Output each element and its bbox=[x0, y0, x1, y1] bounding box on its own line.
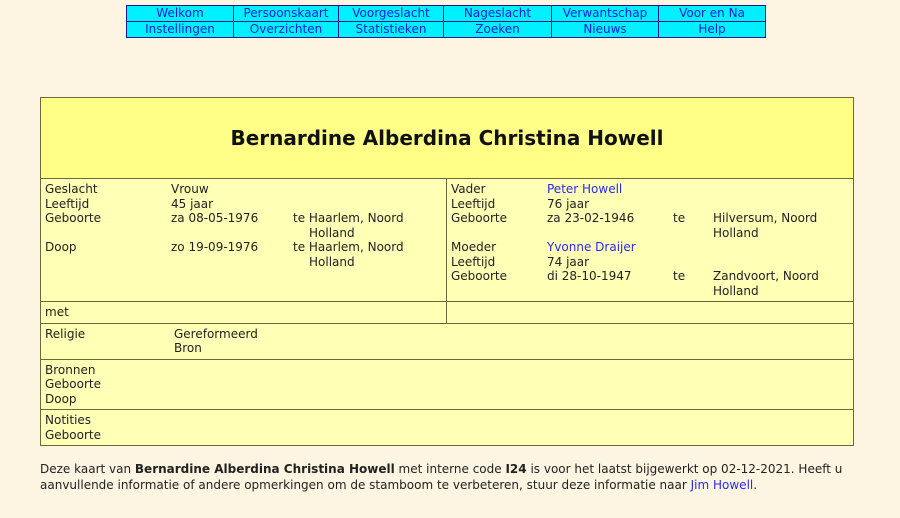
nav-voor-en-na[interactable]: Voor en Na bbox=[659, 6, 766, 22]
moeder-leeftijd-label: Leeftijd bbox=[451, 254, 496, 269]
footer-name: Bernardine Alberdina Christina Howell bbox=[134, 462, 395, 476]
nav-persoonskaart[interactable]: Persoonskaart bbox=[234, 6, 339, 22]
nav-instellingen[interactable]: Instellingen bbox=[127, 22, 234, 38]
religie-value: Gereformeerd bbox=[174, 326, 258, 341]
nav-welkom[interactable]: Welkom bbox=[127, 6, 234, 22]
footer-text-1: Deze kaart van bbox=[40, 462, 135, 476]
nav-statistieken[interactable]: Statistieken bbox=[339, 22, 444, 38]
notities-row bbox=[41, 410, 853, 445]
doop-date: zo 19-09-1976 bbox=[171, 240, 259, 254]
nav-nageslacht[interactable]: Nageslacht bbox=[444, 6, 552, 22]
person-name-title: Bernardine Alberdina Christina Howell bbox=[41, 98, 853, 179]
geboorte-date: za 08-05-1976 bbox=[171, 211, 259, 225]
main-nav bbox=[126, 5, 766, 38]
bronnen-row bbox=[41, 360, 853, 411]
doop-place: te Haarlem, Noord Holland bbox=[293, 240, 404, 269]
nav-overzichten[interactable]: Overzichten bbox=[234, 22, 339, 38]
footer-code: I24 bbox=[505, 462, 527, 476]
vader-geboorte-label: Geboorte bbox=[451, 211, 508, 225]
footer-note bbox=[40, 461, 855, 493]
moeder-geboorte-date: di 28-10-1947 bbox=[547, 269, 632, 283]
footer-text-2: met interne code bbox=[394, 462, 506, 476]
moeder-leeftijd-value: 74 jaar bbox=[547, 254, 590, 269]
notities-label: Notities bbox=[45, 413, 92, 427]
religie-row bbox=[41, 324, 853, 360]
geslacht-value: Vrouw bbox=[171, 182, 209, 196]
bronnen-item-geboorte: Geboorte bbox=[45, 377, 102, 391]
vader-leeftijd-value: 76 jaar bbox=[547, 196, 590, 211]
moeder-link[interactable]: Yvonne Draijer bbox=[547, 240, 636, 254]
bronnen-cell bbox=[41, 360, 105, 410]
vader-label: Vader bbox=[451, 182, 486, 196]
geboorte-place: te Haarlem, Noord Holland bbox=[293, 211, 404, 240]
details-row bbox=[41, 179, 853, 302]
nav-zoeken[interactable]: Zoeken bbox=[444, 22, 552, 38]
moeder-label: Moeder bbox=[451, 240, 497, 254]
bronnen-item-doop: Doop bbox=[45, 391, 77, 406]
footer-text-3: is voor het laatst bijgewerkt op 02-12-2021. Heeft u aanvullende informatie of andere opmerkingen om de stamboom te verbeteren, stuur deze informatie naar bbox=[40, 462, 843, 492]
vader-link[interactable]: Peter Howell bbox=[547, 182, 623, 196]
leeftijd-label: Leeftijd bbox=[45, 196, 90, 211]
geslacht-label: Geslacht bbox=[45, 182, 98, 196]
moeder-te: te bbox=[673, 269, 686, 283]
person-details bbox=[41, 179, 447, 301]
footer-contact-link[interactable]: Jim Howell bbox=[690, 478, 754, 492]
parents-details bbox=[447, 179, 853, 301]
met-empty bbox=[447, 302, 853, 323]
religie-values bbox=[174, 327, 258, 356]
notities-cell bbox=[41, 410, 105, 445]
vader-leeftijd-label: Leeftijd bbox=[451, 196, 496, 211]
vader-geboorte-place: Hilversum, Noord Holland bbox=[713, 211, 818, 240]
person-card bbox=[40, 97, 854, 446]
bronnen-label: Bronnen bbox=[45, 362, 96, 377]
vader-geboorte-date: za 23-02-1946 bbox=[547, 211, 635, 225]
nav-help[interactable]: Help bbox=[659, 22, 766, 38]
nav-nieuws[interactable]: Nieuws bbox=[552, 22, 659, 38]
religie-bron: Bron bbox=[174, 341, 202, 355]
met-row bbox=[41, 302, 853, 324]
footer-text-4: . bbox=[753, 478, 758, 492]
religie-label: Religie bbox=[45, 326, 86, 341]
nav-voorgeslacht[interactable]: Voorgeslacht bbox=[339, 6, 444, 22]
religie-cell bbox=[41, 324, 853, 359]
doop-label: Doop bbox=[45, 240, 77, 254]
vader-te: te bbox=[673, 211, 686, 225]
notities-item-geboorte: Geboorte bbox=[45, 427, 102, 442]
moeder-geboorte-place: Zandvoort, Noord Holland bbox=[713, 269, 819, 298]
leeftijd-value: 45 jaar bbox=[171, 196, 214, 211]
geboorte-label: Geboorte bbox=[45, 211, 102, 225]
met-label: met bbox=[41, 302, 447, 323]
nav-verwantschap[interactable]: Verwantschap bbox=[552, 6, 659, 22]
moeder-geboorte-label: Geboorte bbox=[451, 269, 508, 283]
